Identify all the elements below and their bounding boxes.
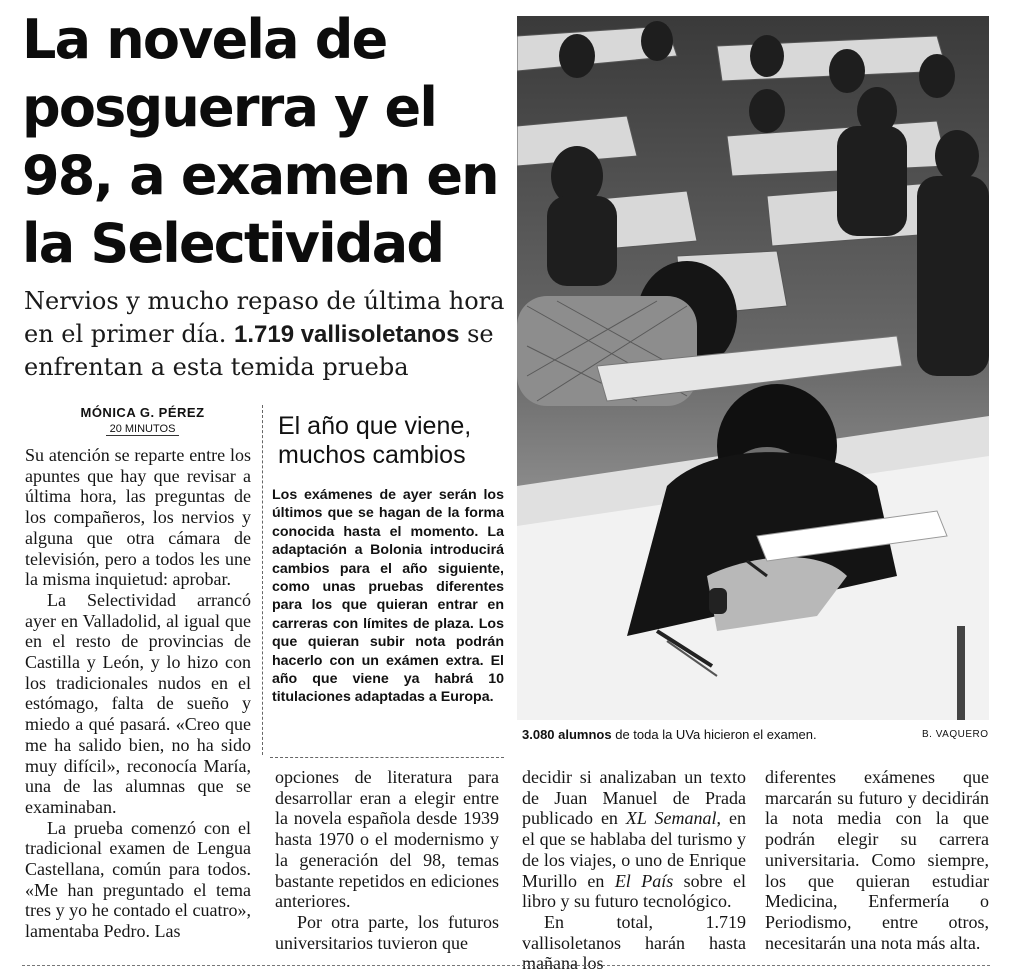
paragraph: Su atención se reparte entre los apuntes que hay que revisar a última hora, las preguntas de los compañeros, los nervios y alguna que otra cámara de televisión, pero a todos les une la misma inquietud: aprobar. [25,445,251,590]
sidebar-title-line: El año que viene, [278,412,472,440]
publication-name: El País [614,870,674,891]
headline-line: la Selectividad [22,212,444,275]
text-run: decidir si analizaban un texto de Juan Manuel de Prada publicado en [522,767,746,829]
article-column-1 [25,445,251,942]
photo-illustration [517,16,989,720]
paragraph [522,767,746,912]
sidebar-body: Los exámenes de ayer serán los últimos que se hagan de la forma conocida hasta el momento. La adaptación a Bolonia introducirá cambios para el año siguiente, como unas pruebas diferentes para los que quieran entrar en carreras con límites de plaza. Los que quieran subir nota podrán hacerlo con un exámen extra. El año que viene ya habrá 10 titulaciones adaptadas a Europa. [272,487,504,706]
subhead-text: Nervios y mucho repaso de última hora en el primer día. [24,287,505,348]
sidebar-title [278,412,504,470]
subhead-text-end: se enfrentan a esta temida prueba [24,320,494,381]
photo-credit: B. VAQUERO [922,729,989,740]
publication-name: XL Semanal [625,808,717,829]
subheadline [24,285,514,384]
paragraph: Por otra parte, los futuros universitarios tuvieron que [275,911,499,953]
text-run: , en el que se hablaba del turismo y de los viajes, o uno de Enrique Murillo en [522,808,746,891]
paragraph: opciones de literatura para desarrollar eran a elegir entre la novela española desde 1939 hasta 1970 o el modernismo y la generación del 98, temas bastante repetidos en ediciones anteriores. [275,767,499,912]
article-column-2 [275,767,499,953]
byline-author: MÓNICA G. PÉREZ [80,405,205,420]
paragraph: La Selectividad arrancó ayer en Valladolid, al igual que en el resto de provincias de Castilla y León, y lo hizo con los tradicionales nudos en el estómago, falta de sueño y miedo a qué pasará. «Creo que me ha salido bien, no ha sido muy difícil», reconocía María, una de las alumnas que se examinaban. [25,589,251,817]
subhead-highlight: 1.719 vallisoletanos [233,321,460,348]
page-bottom-rule [22,965,990,966]
article-column-4 [765,767,989,953]
caption-text: de toda la UVa hicieron el examen. [611,727,817,742]
headline-line: posguerra y el [22,76,437,139]
caption-highlight: 3.080 alumnos [522,727,612,742]
headline-line: La novela de [22,8,387,71]
headline-line: 98, a examen en [22,144,498,207]
paragraph: En total, 1.719 vallisoletanos harán hasta mañana los [522,911,746,974]
article-column-3 [522,767,746,974]
sidebar-bottom-rule [270,757,504,758]
sidebar-title-line: muchos cambios [278,441,466,469]
byline-outlet [40,423,245,435]
exam-hall-photo [517,16,989,720]
paragraph: La prueba comenzó con el tradicional examen de Lengua Castellana, común para todos. «Me han preguntado el tema tres y yo he contado el cuatro», lamentaba Pedro. Las [25,817,251,942]
photo-caption [522,727,852,742]
headline [22,6,512,278]
text-run: sobre el libro y su futuro tecnológico. [522,870,747,912]
paragraph: diferentes exámenes que marcarán su futuro y decidirán la nota media con la que podrán elegir su carrera universitaria. Como siempre, los que quieran estudiar Medicina, Enfermería o Periodismo, entre otros, necesitarán una nota más alta. [765,767,989,953]
outlet-name: 20 MINUTOS [106,423,180,436]
sidebar-divider [262,405,263,755]
